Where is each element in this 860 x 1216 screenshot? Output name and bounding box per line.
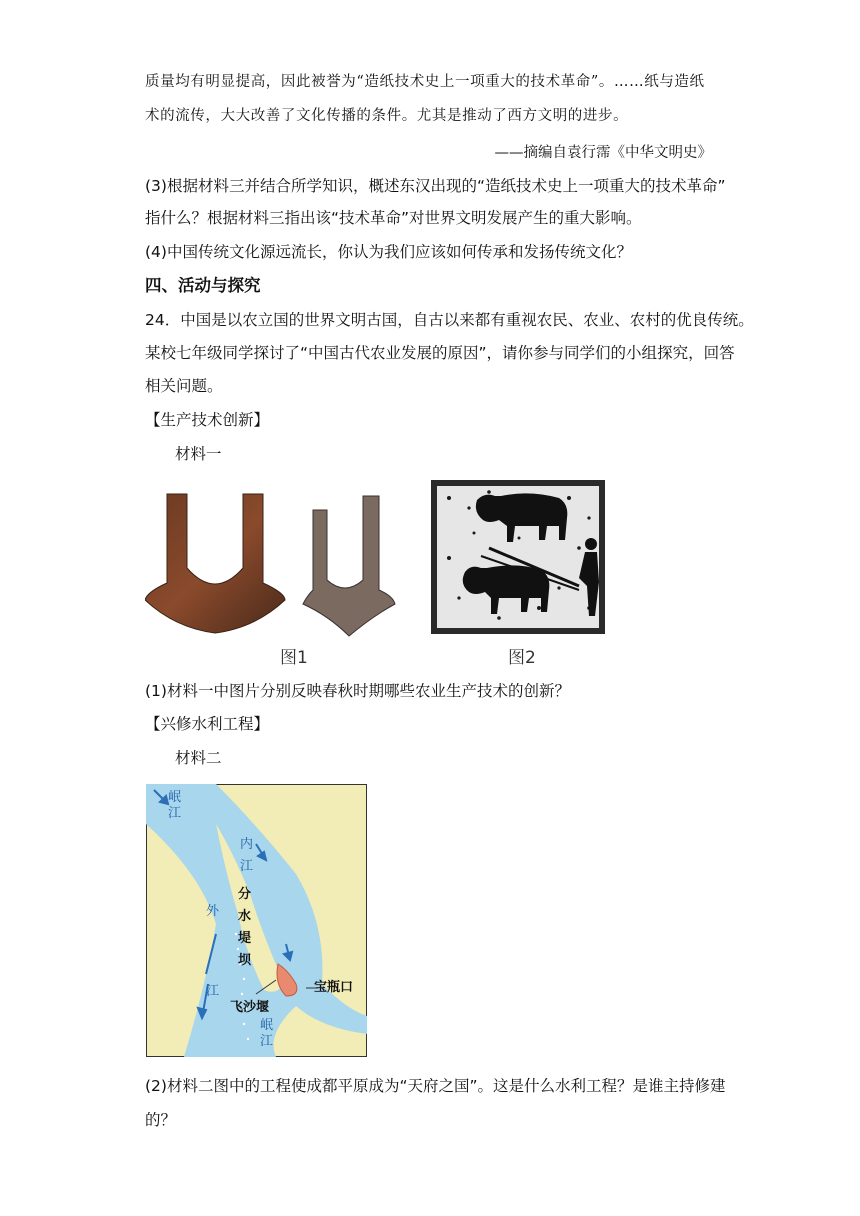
question-3-line-2: 指什么？根据材料三指出该“技术革命”对世界文明发展产生的重大影响。 — [145, 209, 642, 227]
iron-plough-tips-image — [145, 488, 420, 638]
dujiangyan-map — [146, 784, 367, 1057]
question-24-line-3: 相关问题。 — [145, 377, 223, 395]
material-2-label: 材料二 — [175, 749, 222, 767]
map-label-feishayan: 飞沙堰 — [230, 1000, 270, 1015]
map-label-waijiang: 外江 — [206, 904, 220, 999]
section-heading: 四、活动与探究 — [145, 276, 261, 295]
figure-1-caption: 图1 — [280, 648, 308, 668]
map-label-fenshui-levee: 分水堤坝 — [238, 887, 252, 968]
subheading-water-works: 【兴修水利工程】 — [145, 715, 270, 733]
question-2-line-2: 的？ — [145, 1111, 177, 1129]
question-3-line-1: (3)根据材料三并结合所学知识，概述东汉出现的“造纸技术史上一项重大的技术革命” — [145, 177, 726, 195]
map-label-minjiang-bottom: 岷江 — [260, 1018, 274, 1049]
question-24-line-2: 某校七年级同学探讨了“中国古代农业发展的原因”，请你参与同学们的小组探究，回答 — [145, 344, 735, 362]
question-4: (4)中国传统文化源远流长，你认为我们应该如何传承和发扬传统文化？ — [145, 243, 632, 261]
quote-source: ——摘编自袁行霈《中华文明史》 — [494, 145, 712, 161]
ox-ploughing-rubbing-image — [429, 478, 607, 636]
subheading-production-tech: 【生产技术创新】 — [145, 411, 270, 429]
map-label-baopingkou: 宝瓶口 — [314, 980, 354, 995]
quote-line-1: 质量均有明显提高，因此被誉为“造纸技术史上一项重大的技术革命”。……纸与造纸 — [145, 74, 705, 90]
material-1-label: 材料一 — [175, 445, 222, 463]
quote-line-2: 术的流传，大大改善了文化传播的条件。尤其是推动了西方文明的进步。 — [145, 108, 629, 124]
question-1: (1)材料一中图片分别反映春秋时期哪些农业生产技术的创新？ — [145, 682, 570, 700]
map-label-minjiang-top: 岷江 — [168, 790, 182, 821]
map-label-neijiang: 内江 — [240, 837, 254, 874]
question-2-line-1: (2)材料二图中的工程使成都平原成为“天府之国”。这是什么水利工程？是谁主持修建 — [145, 1077, 726, 1095]
question-24-line-1: 24．中国是以农立国的世界文明古国，自古以来都有重视农民、农业、农村的优良传统。 — [145, 311, 754, 329]
figure-2-caption: 图2 — [508, 648, 536, 668]
